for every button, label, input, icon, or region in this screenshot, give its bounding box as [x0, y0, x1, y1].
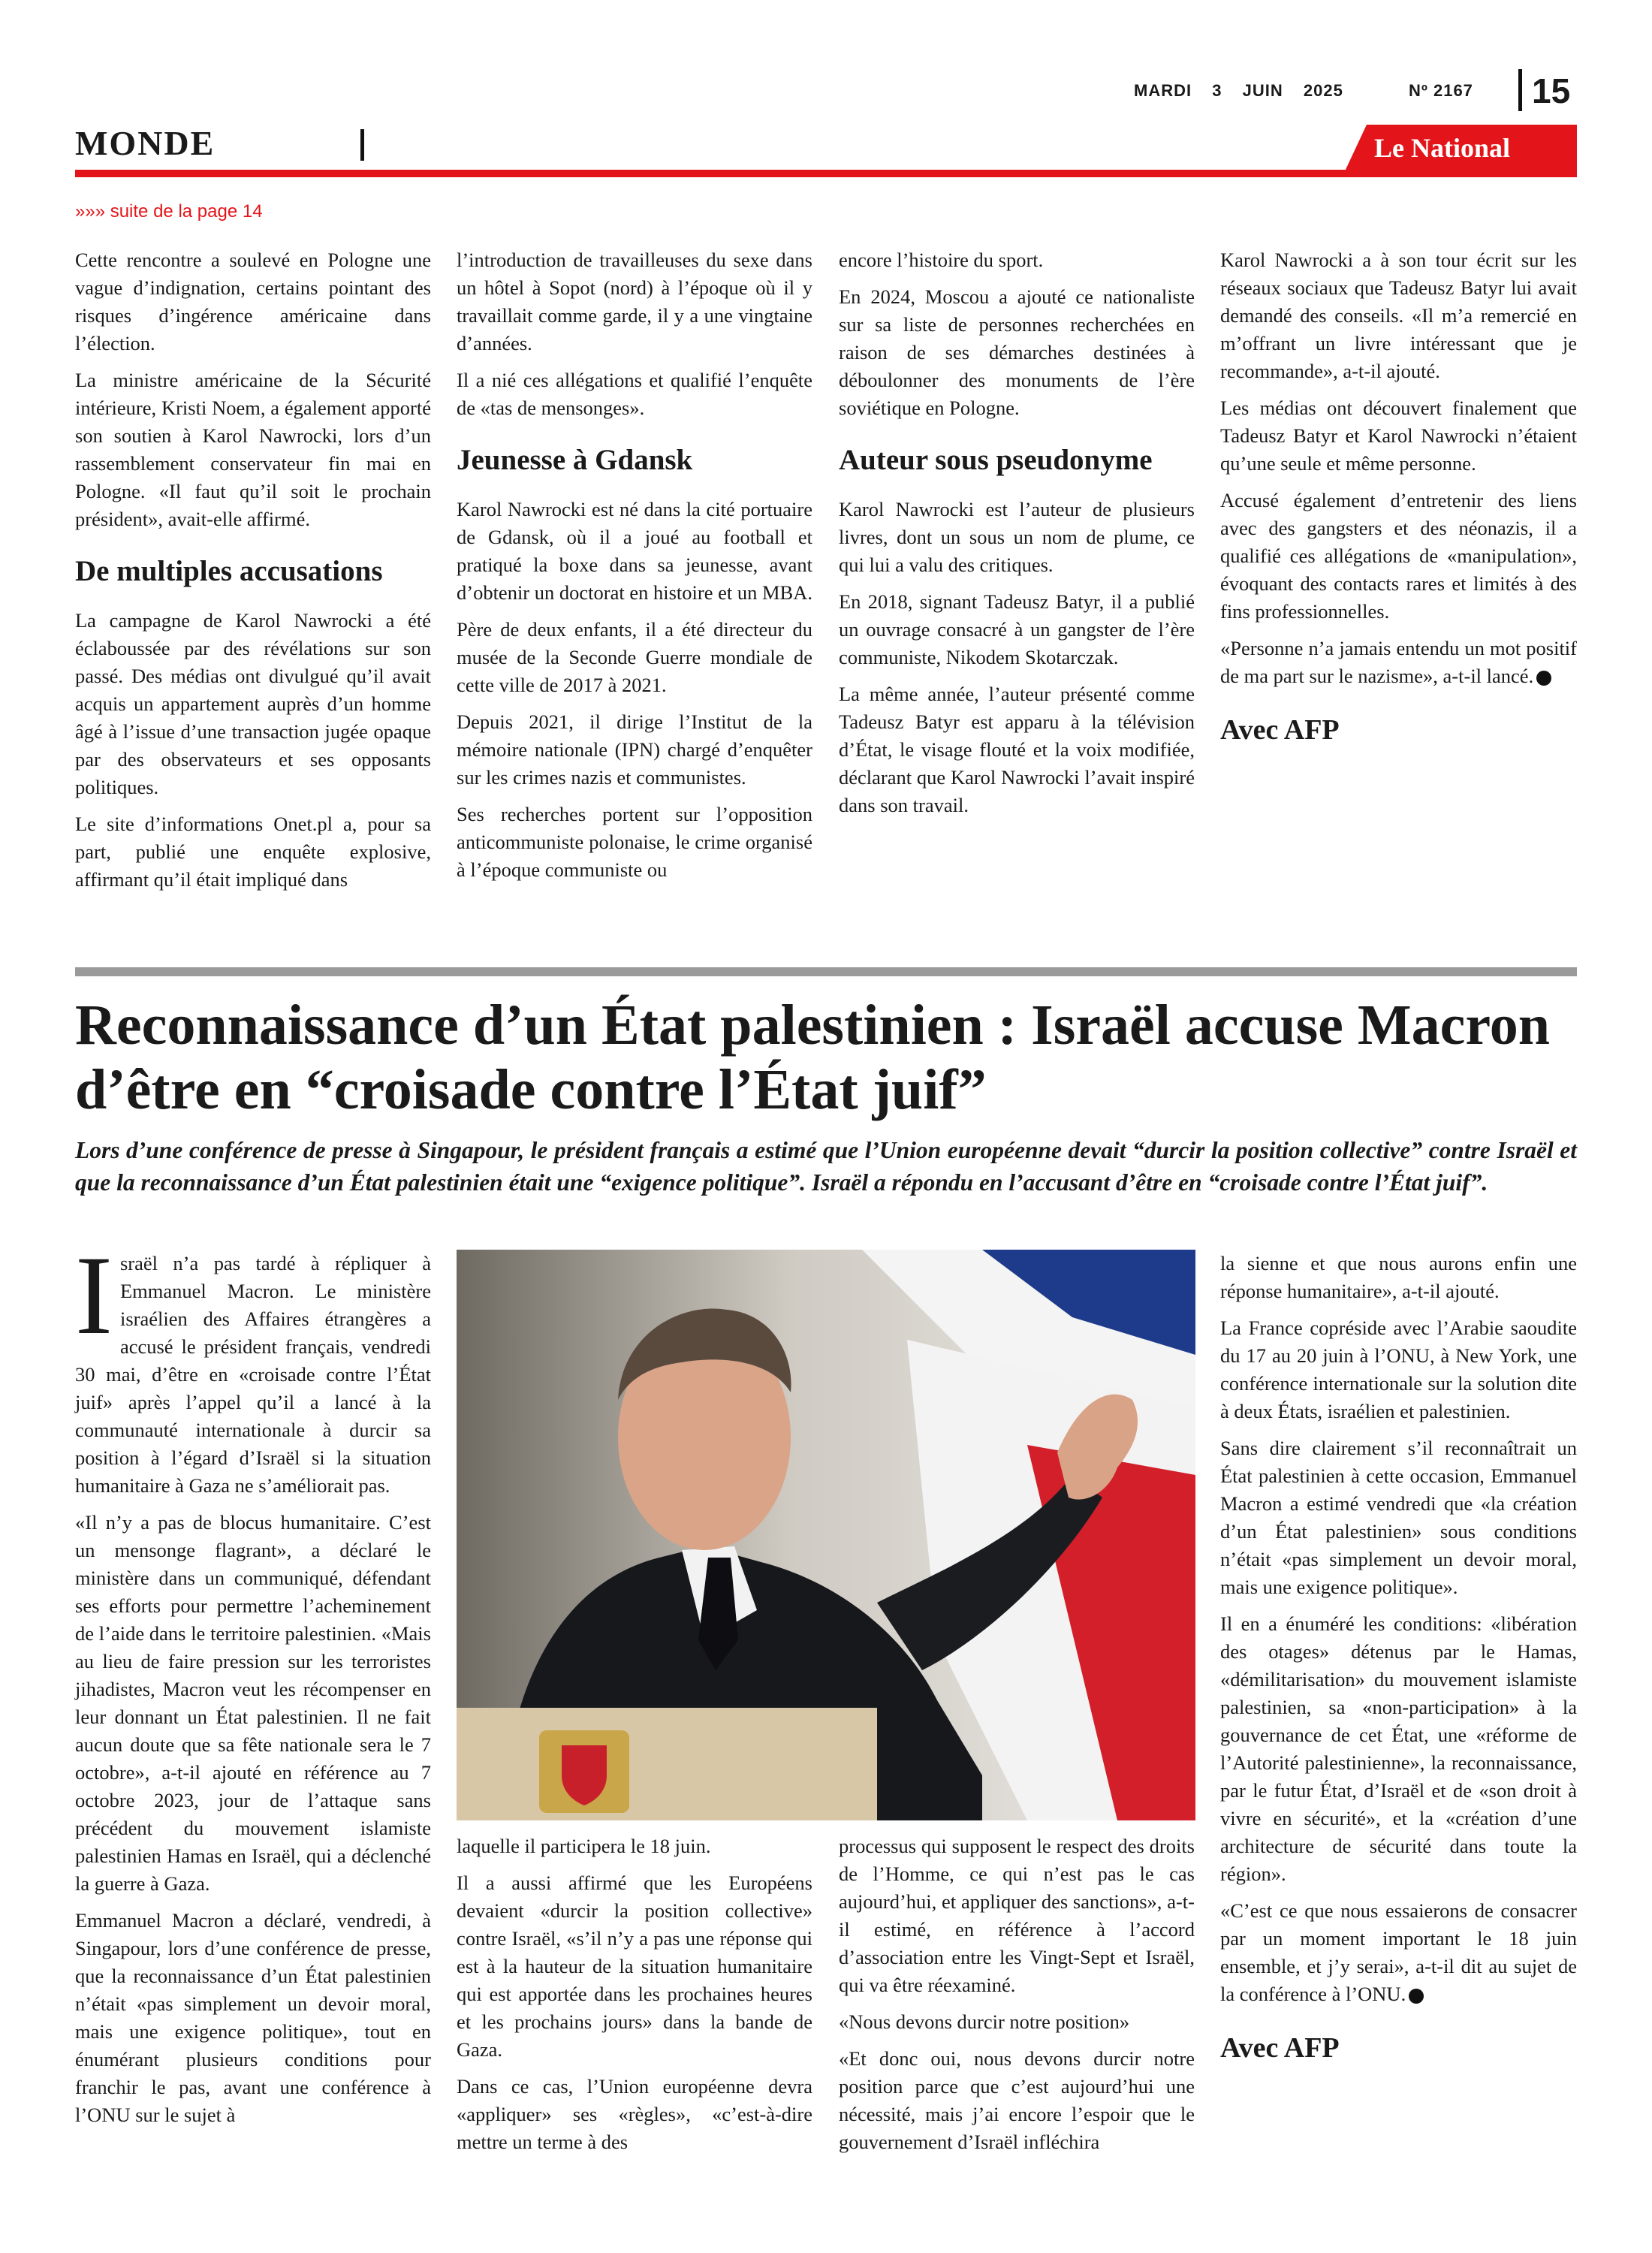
paragraph — [75, 1233, 431, 1500]
paragraph: encore l’histoire du sport. — [839, 249, 1044, 271]
article-headline: Reconnaissance d’un État palestinien : Israël accuse Macron d’être en “croisade contre l’État juif” — [75, 994, 1550, 1121]
section-divider — [360, 129, 364, 161]
paragraph: Karol Nawrocki est né dans la cité portuaire de Gdansk, où il a joué au football et pratiqué la boxe dans sa jeunesse, avant d’obtenir un doctorat en histoire et un MBA. — [457, 498, 812, 604]
main-article-col-1 — [75, 1233, 431, 2138]
paragraph: Accusé également d’entretenir des liens avec des gangsters et des néonazis, il a qualifié ces allégations de «manipulation», évoquant des contacts rares et limités à des fins professionnelles. — [1220, 489, 1577, 623]
paragraph: Il a nié ces allégations et qualifié l’enquête de «tas de mensonges». — [457, 369, 812, 419]
main-article-col-4 — [1220, 1250, 1577, 2065]
paragraph: Les médias ont découvert finalement que Tadeusz Batyr et Karol Nawrocki n’étaient qu’une seule et même personne. — [1220, 397, 1577, 475]
paragraph: Dans ce cas, l’Union européenne devra «appliquer» ses «règles», «c’est-à-dire mettre un terme à des — [457, 2075, 812, 2153]
section-rule — [75, 170, 1577, 177]
paragraph: Il a aussi affirmé que les Européens devaient «durcir la position collective» contre Israël, «s’il n’y a pas une réponse qui est à la hauteur de la situation humanitaire qui est apportée dans les prochaines heures et les prochains jours» dans la bande de Gaza. — [457, 1871, 812, 2061]
pull-quote: «Nous devons durcir notre position» — [839, 2010, 1130, 2033]
article-credit: Avec AFP — [1220, 2032, 1340, 2064]
main-article-col-3 — [839, 1832, 1195, 2165]
subheading: Auteur sous pseudonyme — [839, 444, 1153, 476]
paragraph: La ministre américaine de la Sécurité intérieure, Kristi Noem, a également apporté son soutien à Karol Nawrocki, lors d’un rassemblement conservateur fin mai en Pologne. «Il faut qu’il soit le prochain président», avait-elle affirmé. — [75, 369, 431, 530]
issue-year: 2025 — [1303, 81, 1343, 100]
top-article-col-3 — [839, 246, 1195, 828]
paragraph: processus qui supposent le respect des droits de l’Homme, ce qui n’est pas le cas aujourd’hui, et appliquer des sanctions», a-t-il estimé, en référence à l’accord d’association entre les Vingt-Sept et Israël, qui va être réexaminé. — [839, 1835, 1195, 1996]
article-photo — [457, 1250, 1195, 1820]
paragraph — [1220, 635, 1577, 690]
paragraph — [1220, 1897, 1577, 2008]
subheading: Jeunesse à Gdansk — [457, 444, 693, 476]
paragraph: Cette rencontre a soulevé en Pologne une vague d’indignation, certains pointant des risques d’ingérence américaine dans l’élection. — [75, 249, 431, 354]
end-mark-icon — [1409, 1989, 1424, 2004]
paragraph: Ses recherches portent sur l’opposition anticommuniste polonaise, le crime organisé à l’époque communiste ou — [457, 803, 812, 881]
paragraph: laquelle il participera le 18 juin. — [457, 1835, 711, 1857]
subheading: De multiples accusations — [75, 555, 383, 587]
paragraph: Karol Nawrocki a à son tour écrit sur les réseaux sociaux que Tadeusz Batyr lui avait demandé des conseils. «Il m’a remercié en m’offrant un livre intéressant que je recommande», a-t-il ajouté. — [1220, 249, 1577, 382]
paragraph-text: «C’est ce que nous essaierons de consacrer par un moment important le 18 juin ensemble, et j’y serai», a-t-il dit au sujet de la conférence à l’ONU. — [1220, 1899, 1577, 2005]
paragraph-text: sraël n’a pas tardé à répliquer à Emmanuel Macron. Le ministère israélien des Affaires étrangères a accusé le président français, vendredi 30 mai, d’être en «croisade contre l’État juif» après l’appel qu’il a lancé à la communauté internationale à durcir sa position à l’égard d’Israël si la situation humanitaire à Gaza ne s’améliorait pas. — [75, 1252, 431, 1497]
paragraph: En 2018, signant Tadeusz Batyr, il a publié un ouvrage consacré à un gangster de l’ère communiste, Nikodem Skotarczak. — [839, 590, 1195, 668]
paragraph: «Il n’y a pas de blocus humanitaire. C’est un mensonge flagrant», a déclaré le ministère dans un communiqué, défendant ses efforts pour permettre l’acheminement de l’aide dans le territoire palestinien. «Mais au lieu de faire pression sur les terroristes jihadistes, Macron veut les récompenser en leur donnant un État palestinien. Il ne fait aucun doute que sa fête nationale sera le 7 octobre», a-t-il ajouté en référence au 7 octobre 2023, jour de l’attaque sans précédent du mouvement islamiste palestinien Hamas en Israël, qui a déclenché la guerre à Gaza. — [75, 1511, 431, 1895]
main-article-col-2 — [457, 1832, 812, 2165]
issue-date-num: 3 — [1212, 81, 1222, 100]
issue-month: JUIN — [1242, 81, 1283, 100]
macron-photo-illustration — [457, 1250, 1195, 1820]
paragraph: Depuis 2021, il dirige l’Institut de la mémoire nationale (IPN) chargé d’enquêter sur les crimes nazis et communistes. — [457, 710, 812, 789]
paragraph: l’introduction de travailleuses du sexe dans un hôtel à Sopot (nord) à l’époque où il y travaillait comme garde, il y a une vingtaine d’années. — [457, 249, 812, 354]
section-title: MONDE — [75, 124, 216, 162]
paragraph: la sienne et que nous aurons enfin une réponse humanitaire», a-t-il ajouté. — [1220, 1252, 1577, 1302]
paragraph-text: «Personne n’a jamais entendu un mot positif de ma part sur le nazisme», a-t-il lancé. — [1220, 637, 1577, 687]
header-divider — [1518, 69, 1522, 111]
paragraph: La même année, l’auteur présenté comme Tadeusz Batyr est apparu à la télévision d’État, le visage flouté et la voix modifiée, déclarant que Karol Nawrocki l’avait inspiré dans son travail. — [839, 683, 1195, 816]
paragraph: Le site d’informations Onet.pl a, pour sa part, publié une enquête explosive, affirmant qu’il était impliqué dans — [75, 813, 431, 891]
top-article-col-1 — [75, 246, 431, 903]
paragraph: Père de deux enfants, il a été directeur du musée de la Seconde Guerre mondiale de cette ville de 2017 à 2021. — [457, 618, 812, 696]
article-lead: Lors d’une conférence de presse à Singapour, le président français a estimé que l’Union européenne devait “durcir la position collective” contre Israël et que la reconnaissance d’un État palestinien était une “exigence politique”. Israël a répondu en l’accusant d’être en “croisade contre l’État juif”. — [75, 1137, 1577, 1196]
issue-number: Nº 2167 — [1408, 81, 1473, 100]
end-mark-icon — [1536, 671, 1551, 686]
paragraph: Karol Nawrocki est l’auteur de plusieurs livres, dont un sous un nom de plume, ce qui lui a valu des critiques. — [839, 498, 1195, 576]
top-article-col-2 — [457, 246, 812, 893]
drop-cap: I — [75, 1233, 113, 1358]
paragraph: «Et donc oui, nous devons durcir notre position parce que c’est aujourd’hui une nécessité, mais j’ai encore l’espoir que le gouvernement d’Israël infléchira — [839, 2047, 1195, 2153]
continued-from: »»» suite de la page 14 — [75, 201, 263, 222]
article-credit: Avec AFP — [1220, 714, 1340, 746]
top-article-col-4 — [1220, 246, 1577, 747]
paragraph: Sans dire clairement s’il reconnaîtrait un État palestinien à cette occasion, Emmanuel Macron a estimé vendredi que «la création d’un État palestinien» sous conditions n’était «pas simplement un devoir moral, mais une exigence politique». — [1220, 1437, 1577, 1598]
paragraph: Il en a énuméré les conditions: «libération des otages» détenus par le Hamas, «démilitarisation» du mouvement islamiste palestinien, sa «non-participation» à la gouvernance de cet État, une «réforme de l’Autorité palestinienne», la reconnaissance, par le futur État, d’Israël et de «son droit à vivre en sécurité», et la «création d’une architecture de sécurité dans toute la région». — [1220, 1612, 1577, 1885]
paragraph: La campagne de Karol Nawrocki a été éclaboussée par des révélations sur son passé. Des médias ont divulgué qu’il avait acquis un appartement auprès d’un homme âgé à l’issue d’une transaction jugée opaque par des observateurs et ses opposants politiques. — [75, 609, 431, 798]
issue-date — [1134, 81, 1488, 101]
brand-logo: Le National — [1374, 133, 1511, 163]
issue-day: MARDI — [1134, 81, 1192, 100]
paragraph: Emmanuel Macron a déclaré, vendredi, à Singapour, lors d’une conférence de presse, que la reconnaissance d’un État palestinien n’était «pas simplement un devoir moral, mais une exigence politique», tout en énumérant plusieurs conditions pour franchir le pas, avant une conférence à l’ONU sur le sujet à — [75, 1909, 431, 2126]
article-separator — [75, 967, 1577, 976]
paragraph: La France copréside avec l’Arabie saoudite du 17 au 20 juin à l’ONU, à New York, une conférence internationale sur la solution dite à deux États, israélien et palestinien. — [1220, 1317, 1577, 1422]
page-number: 15 — [1532, 71, 1571, 110]
paragraph: En 2024, Moscou a ajouté ce nationaliste sur sa liste de personnes recherchées en raison de ses démarches destinées à déboulonner des monuments de l’ère soviétique en Pologne. — [839, 285, 1195, 419]
